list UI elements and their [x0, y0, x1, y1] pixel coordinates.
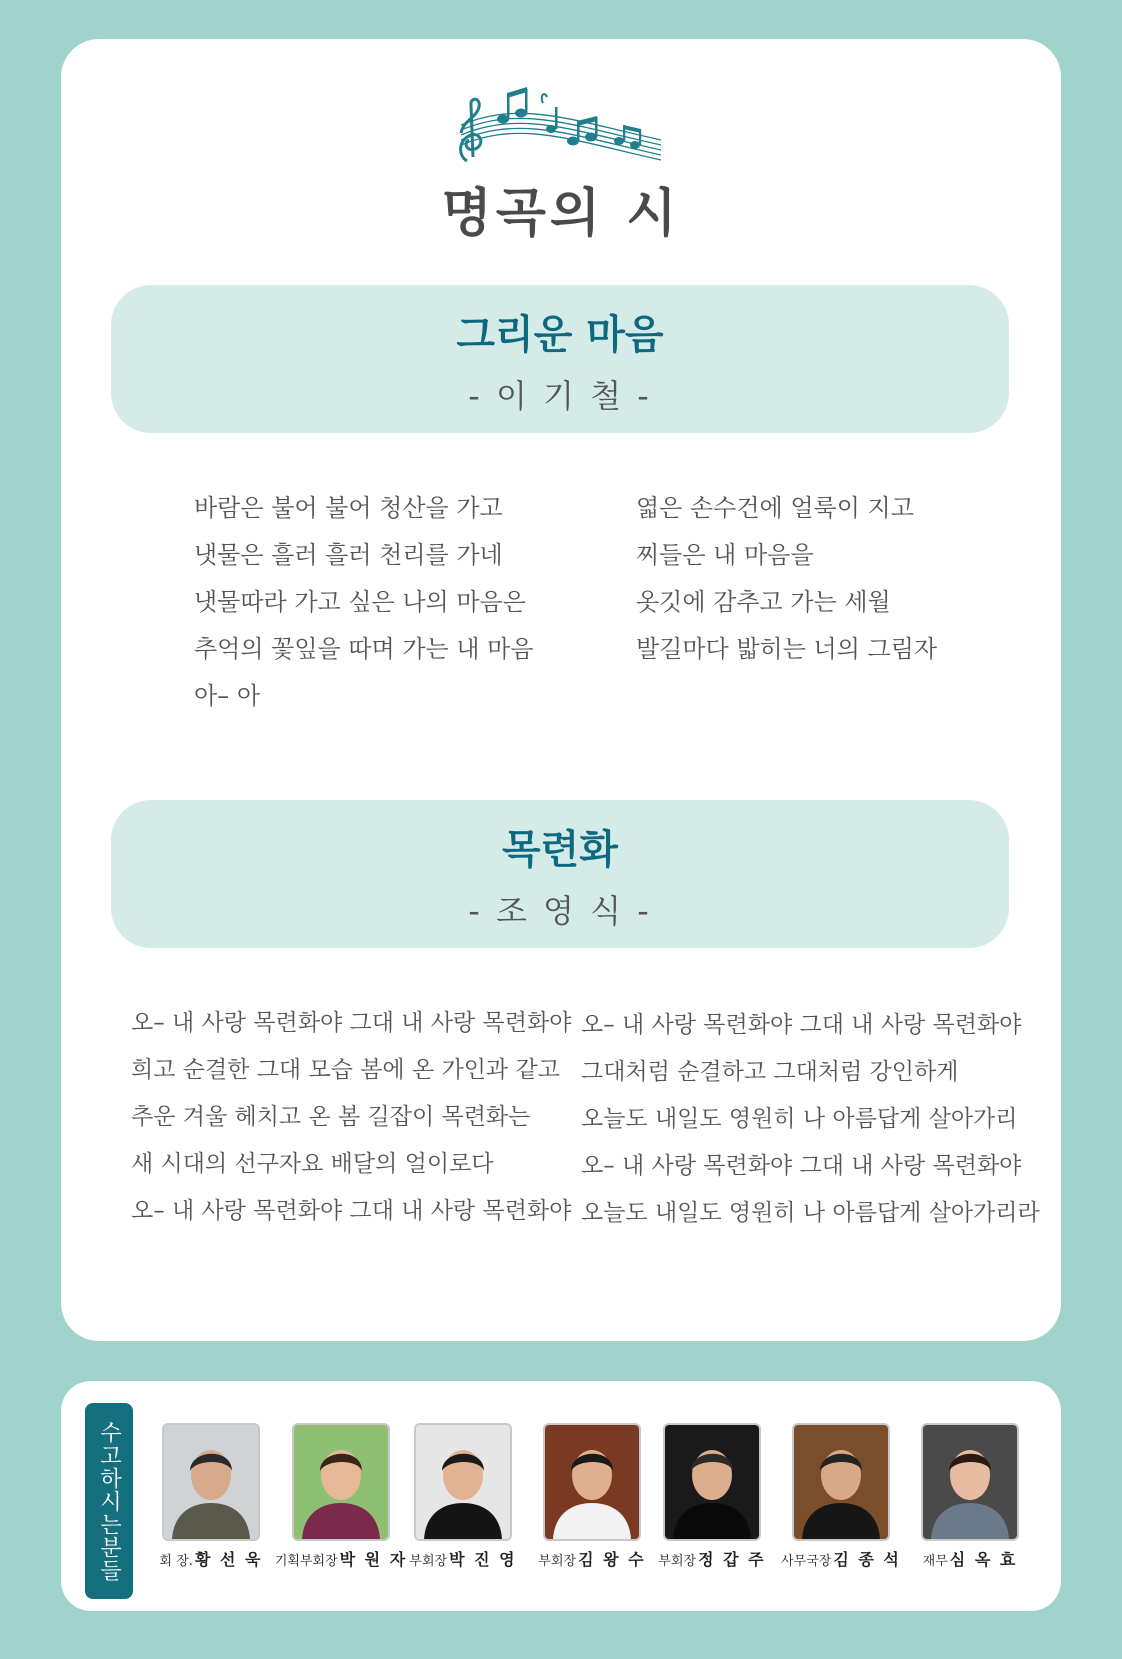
- member-caption: [637, 1547, 787, 1570]
- member-role: 부회장: [658, 1554, 697, 1569]
- song-1-lyrics-left: [194, 485, 534, 720]
- person-portrait-icon: [545, 1425, 639, 1539]
- member-caption: [388, 1547, 538, 1570]
- main-card: [61, 39, 1061, 1341]
- lyric-line: 새 시대의 선구자요 배달의 얼이로다: [131, 1151, 494, 1177]
- lyric-line: 오– 내 사랑 목련화야 그대 내 사랑 목련화야: [131, 1010, 572, 1036]
- staff-footer: [61, 1381, 1061, 1611]
- member-role: 재무: [922, 1554, 948, 1569]
- song-title: 목련화: [502, 827, 618, 873]
- member-name: 김 왕 수: [578, 1550, 646, 1569]
- song-1-lyrics-right: [636, 485, 937, 673]
- lyric-line: 바람은 불어 불어 청산을 가고: [194, 494, 503, 522]
- member-name: 심 옥 효: [949, 1550, 1018, 1569]
- staff-tab-label: 수고하시는분들: [85, 1403, 133, 1599]
- member-name: 박 원 자: [339, 1550, 408, 1569]
- lyric-line: 오늘도 내일도 영원히 나 아름답게 살아가리라: [581, 1200, 1040, 1226]
- staff-member: [658, 1423, 766, 1569]
- member-name: 황 선 욱: [194, 1550, 263, 1569]
- lyric-line: 발길마다 밟히는 너의 그림자: [636, 635, 938, 663]
- member-name: 김 종 석: [833, 1550, 901, 1569]
- member-caption: [766, 1547, 916, 1570]
- song-2-lyrics-right: [581, 1002, 1040, 1237]
- member-name: 박 진 영: [449, 1550, 517, 1569]
- staff-member: [920, 1423, 1020, 1569]
- member-caption: [895, 1547, 1045, 1570]
- header-logo: [61, 85, 1061, 175]
- lyric-line: 오– 내 사랑 목련화야 그대 내 사랑 목련화야: [581, 1153, 1022, 1179]
- member-caption: [136, 1547, 286, 1570]
- song-author: - 조 영 식 -: [468, 892, 652, 930]
- lyric-line: 냇물따라 가고 싶은 나의 마음은: [194, 588, 526, 616]
- member-photo: [414, 1423, 512, 1541]
- song-2-lyrics-left: [131, 1000, 571, 1235]
- person-portrait-icon: [665, 1425, 759, 1539]
- lyric-line: 아– 아: [194, 682, 260, 710]
- person-portrait-icon: [294, 1425, 388, 1539]
- staff-member: [159, 1423, 263, 1569]
- member-photo: [543, 1423, 641, 1541]
- staff-member: [409, 1423, 517, 1569]
- lyric-line: 오– 내 사랑 목련화야 그대 내 사랑 목련화야: [581, 1012, 1022, 1038]
- lyric-line: 옷깃에 감추고 가는 세월: [636, 588, 891, 616]
- lyric-line: 오늘도 내일도 영원히 나 아름답게 살아가리: [581, 1106, 1018, 1132]
- lyric-line: 오– 내 사랑 목련화야 그대 내 사랑 목련화야: [131, 1198, 572, 1224]
- song-title-box-1: [111, 285, 1009, 433]
- person-portrait-icon: [164, 1425, 258, 1539]
- member-role: 기획부회장: [274, 1554, 338, 1569]
- member-name: 정 갑 주: [698, 1550, 766, 1569]
- lyric-line: 찌들은 내 마음을: [636, 541, 814, 569]
- member-role: 사무국장: [781, 1554, 832, 1569]
- staff-member: [538, 1423, 646, 1569]
- lyric-line: 희고 순결한 그대 모습 봄에 온 가인과 같고: [131, 1057, 560, 1083]
- member-role: 부회장: [409, 1554, 448, 1569]
- member-photo: [292, 1423, 390, 1541]
- member-photo: [162, 1423, 260, 1541]
- member-role: 회 장.: [159, 1554, 193, 1569]
- lyric-line: 추운 겨울 헤치고 온 봄 길잡이 목련화는: [131, 1104, 531, 1130]
- member-photo: [921, 1423, 1019, 1541]
- lyric-line: 냇물은 흘러 흘러 천리를 가네: [194, 541, 503, 569]
- person-portrait-icon: [923, 1425, 1017, 1539]
- person-portrait-icon: [416, 1425, 510, 1539]
- staff-member: [274, 1423, 408, 1569]
- lyric-line: 추억의 꽃잎을 따며 가는 내 마음: [194, 635, 534, 663]
- member-photo: [792, 1423, 890, 1541]
- song-title-box-2: [111, 800, 1009, 948]
- music-notes-icon: [451, 85, 671, 175]
- member-role: 부회장: [538, 1554, 577, 1569]
- person-portrait-icon: [794, 1425, 888, 1539]
- lyric-line: 그대처럼 순결하고 그대처럼 강인하게: [581, 1059, 959, 1085]
- song-author: - 이 기 철 -: [468, 377, 652, 415]
- staff-member: [781, 1423, 901, 1569]
- lyric-line: 엷은 손수건에 얼룩이 지고: [636, 494, 914, 522]
- page-title: 명곡의 시: [441, 184, 681, 244]
- song-title: 그리운 마음: [456, 312, 664, 358]
- member-photo: [663, 1423, 761, 1541]
